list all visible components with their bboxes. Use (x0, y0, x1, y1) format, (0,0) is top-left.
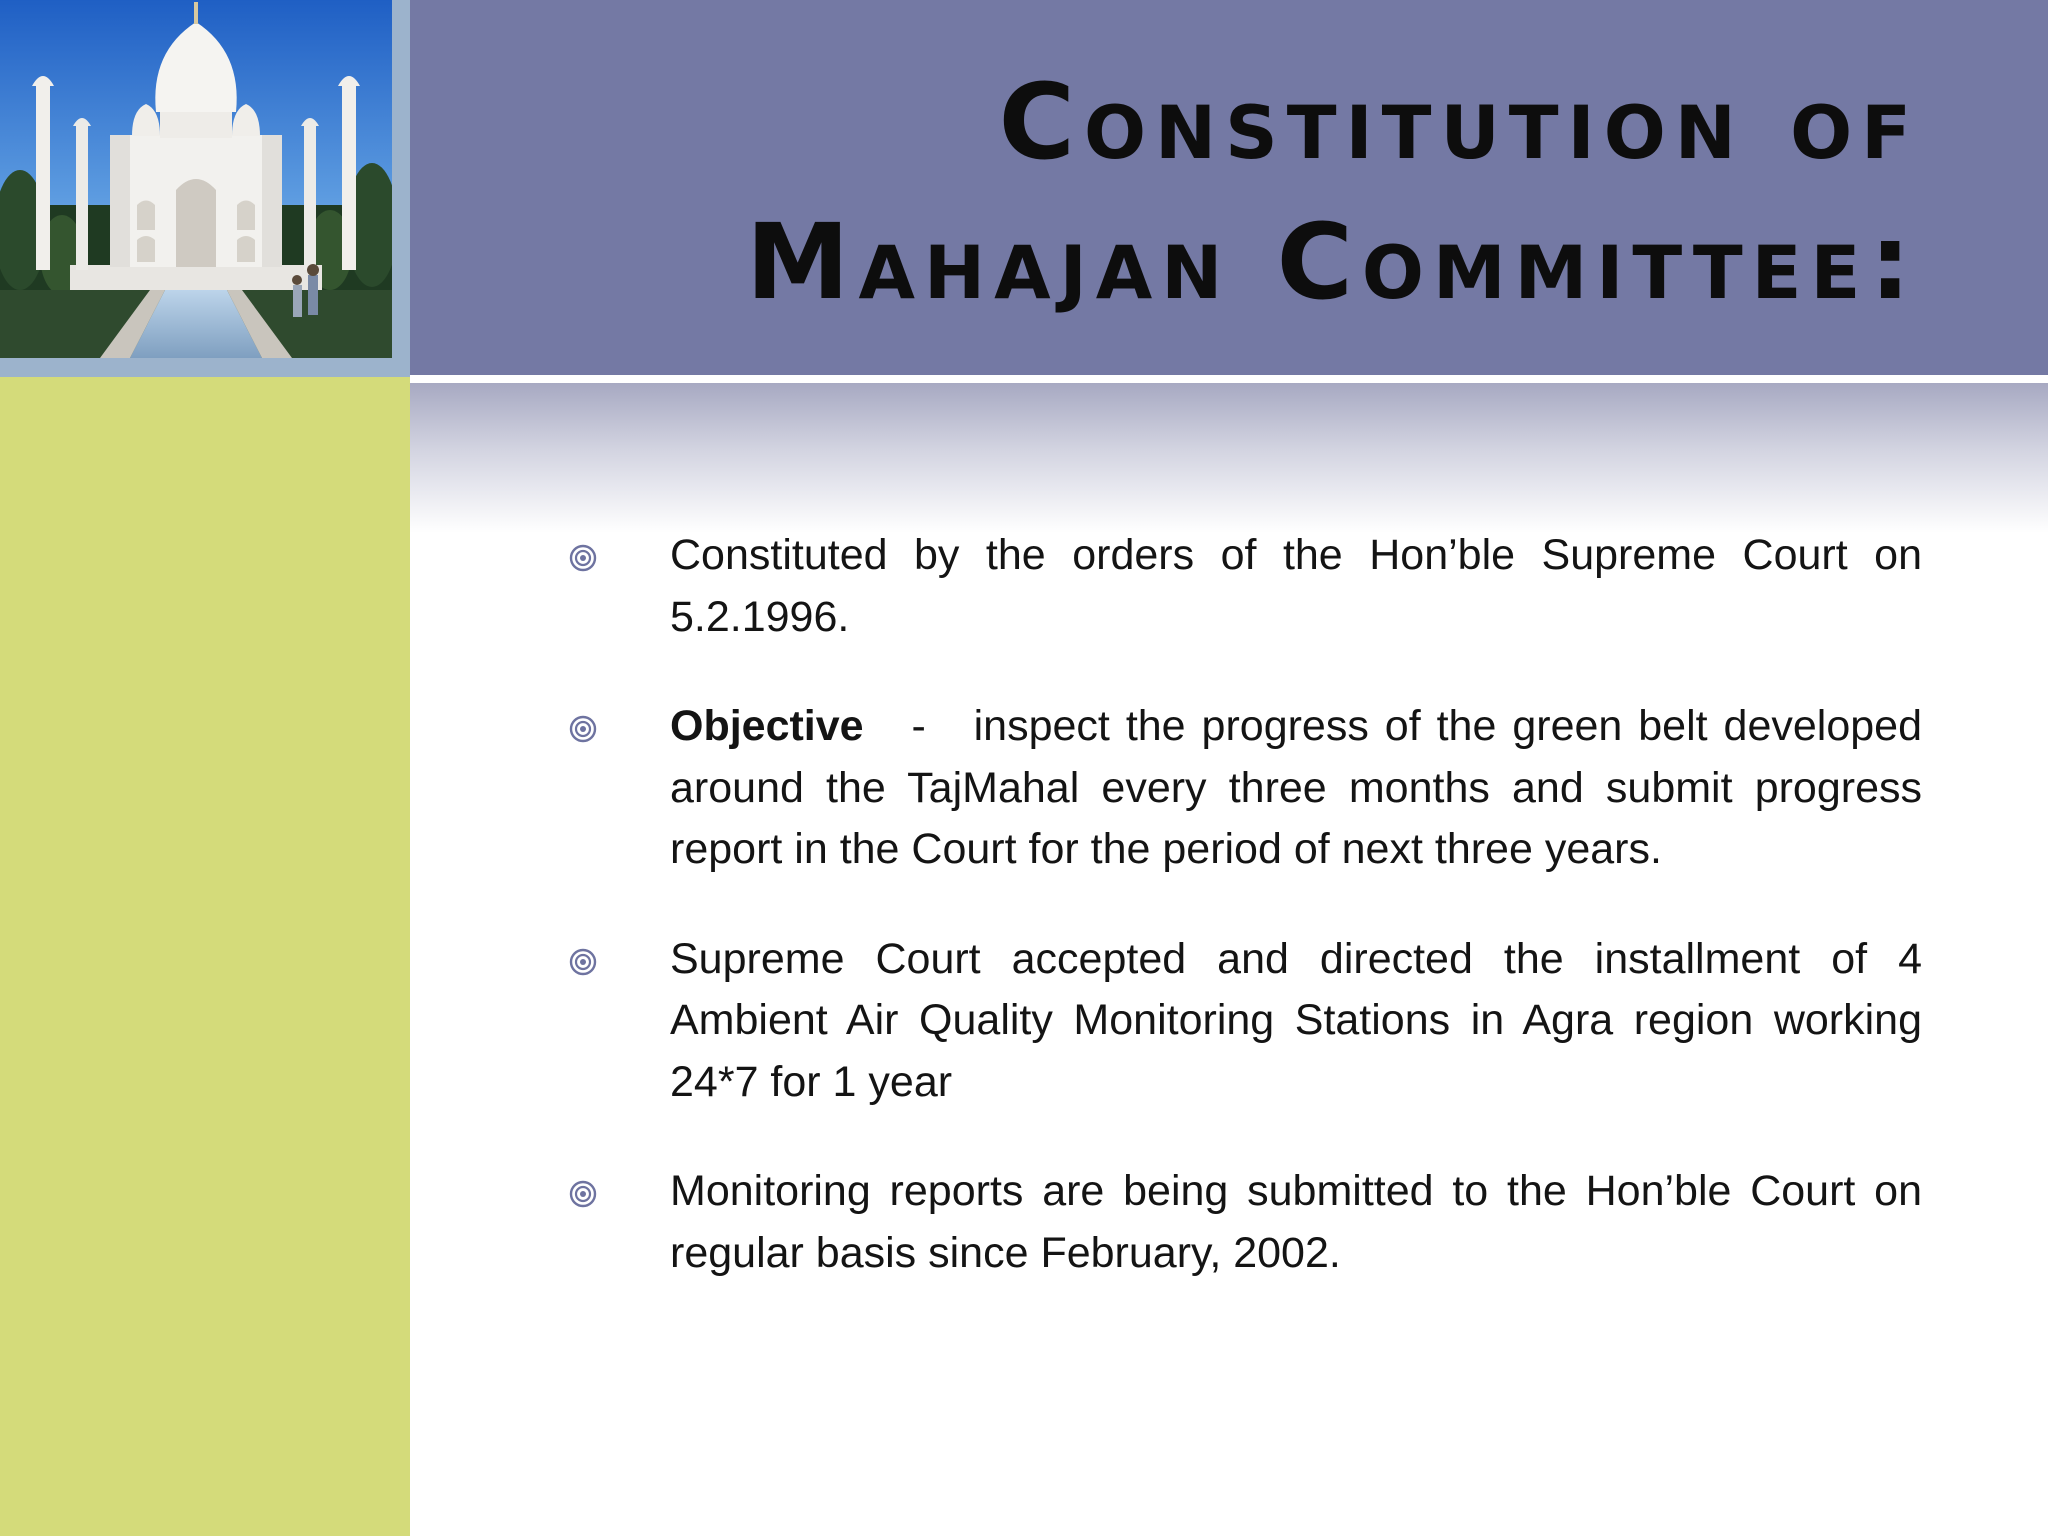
bullet-item (560, 696, 1922, 881)
taj-mahal-photo (0, 0, 392, 358)
title-line-1: Constitution of (998, 61, 1920, 183)
bullet-item (560, 929, 1922, 1114)
bullet-body: - inspect the progress of the green belt developed around the TajMahal every three months and submit progress report in the Court for the period of next three years. (670, 702, 1922, 873)
bullet-list (560, 525, 1922, 1332)
concentric-circle-bullet-icon (569, 1180, 597, 1208)
bullet-item (560, 525, 1922, 648)
left-accent-strip (0, 377, 410, 1536)
bullet-item (560, 1161, 1922, 1284)
bullet-text: Supreme Court accepted and directed the installment of 4 Ambient Air Quality Monitoring Stations in Agra region working 24*7 for 1 year (670, 934, 1922, 1106)
bullet-text: Monitoring reports are being submitted to the Hon’ble Court on regular basis since February, 2002. (670, 1167, 1922, 1277)
bullet-bold-lead: Objective (670, 702, 864, 750)
slide-title (746, 52, 1920, 332)
concentric-circle-bullet-icon (569, 544, 597, 572)
photo-frame (0, 0, 410, 377)
header-shadow-fade (410, 383, 2048, 533)
header-divider (410, 375, 2048, 383)
concentric-circle-bullet-icon (569, 948, 597, 976)
bullet-text (670, 696, 1922, 881)
header-band (410, 0, 2048, 375)
concentric-circle-bullet-icon (569, 715, 597, 743)
bullet-text: Constituted by the orders of the Hon’ble Supreme Court on 5.2.1996. (670, 531, 1922, 641)
title-line-2: Mahajan Committee: (746, 201, 1920, 323)
